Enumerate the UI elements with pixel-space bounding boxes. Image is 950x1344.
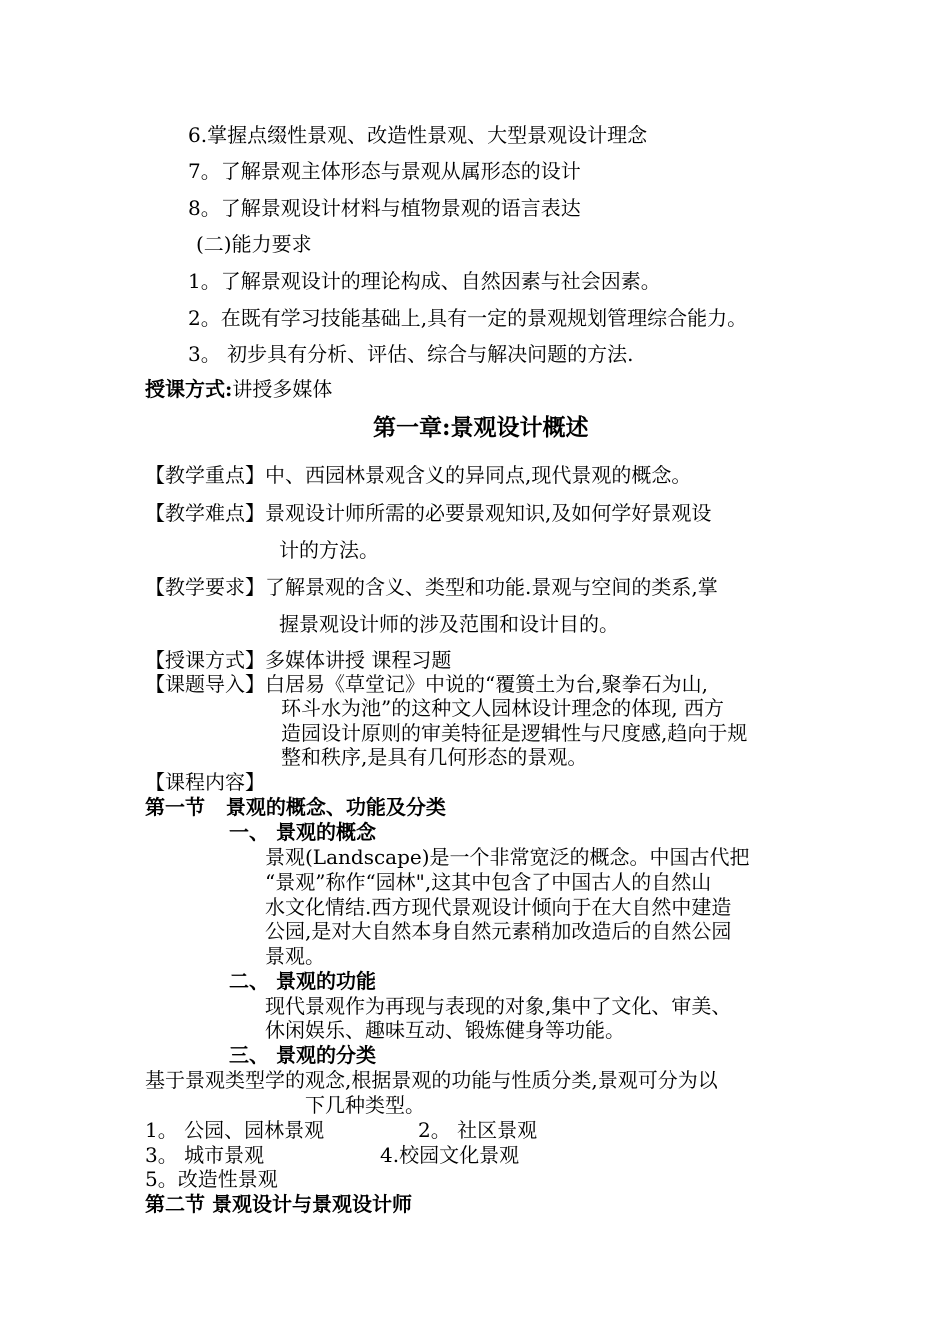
function-line-2: 休闲娱乐、趣味互动、锻炼健身等功能。 [265,1018,625,1042]
intro-text-line-1: 白居易《草堂记》中说的“覆篑土为台,聚拳石为山, [265,672,708,696]
requirement [145,576,718,599]
objective-item-6: 6.掌握点缀性景观、改造性景观、大型景观设计理念 [188,123,648,147]
subsection-concept-title: 一、 景观的概念 [229,820,376,844]
type-4: 4.校园文化景观 [380,1143,520,1167]
ability-heading: (二)能力要求 [196,232,312,256]
requirement-text-line-2: 握景观设计师的涉及范围和设计目的。 [279,612,619,636]
lecture-method-text: 多媒体讲授 课程习题 [265,648,452,672]
concept-line-3: 水文化情结.西方现代景观设计倾向于在大自然中建造 [265,895,732,919]
difficulty [145,502,711,525]
key-points [145,464,691,487]
objective-item-8: 8。了解景观设计材料与植物景观的语言表达 [188,196,581,220]
key-points-text: 中、西园林景观含义的异同点,现代景观的概念。 [265,463,692,487]
subsection-function-title: 二、 景观的功能 [229,969,376,993]
section-1-title: 第一节 景观的概念、功能及分类 [145,795,446,819]
intro-text-line-3: 造园设计原则的审美特征是逻辑性与尺度感,趋向于规 [281,721,748,745]
ability-item-3: 3。 初步具有分析、评估、综合与解决问题的方法. [188,342,634,366]
intro-label: 【课题导入】 [145,672,265,696]
teaching-method-label: 授课方式: [145,377,233,401]
subsection-classification-title: 三、 景观的分类 [229,1043,376,1067]
difficulty-text-line-2: 计的方法。 [279,538,379,562]
type-5: 5。改造性景观 [145,1167,278,1191]
section-2-title: 第二节 景观设计与景观设计师 [145,1192,412,1216]
concept-line-2: “景观”称作“园林",这其中包含了中国古人的自然山 [265,870,712,894]
difficulty-label: 【教学难点】 [145,501,265,525]
ability-item-2: 2。在既有学习技能基础上,具有一定的景观规划管理综合能力。 [188,306,748,330]
intro-text-line-4: 整和秩序,是具有几何形态的景观。 [281,745,588,769]
intro [145,673,708,696]
intro-text-line-2: 环斗水为池”的这种文人园林设计理念的体现, 西方 [281,696,724,720]
key-points-label: 【教学重点】 [145,463,265,487]
lecture-method-label: 【授课方式】 [145,648,265,672]
lecture-method [145,649,451,672]
concept-line-1: 景观(Landscape)是一个非常宽泛的概念。中国古代把 [265,845,750,869]
requirement-text-line-1: 了解景观的含义、类型和功能.景观与空间的类系,掌 [265,575,718,599]
type-2: 2。 社区景观 [418,1118,538,1142]
concept-line-4: 公园,是对大自然本身自然元素稍加改造后的自然公园 [265,919,732,943]
classification-line-2: 下几种类型。 [305,1093,425,1117]
chapter-title: 第一章:景观设计概述 [373,414,589,441]
ability-item-1: 1。了解景观设计的理论构成、自然因素与社会因素。 [188,269,661,293]
requirement-label: 【教学要求】 [145,575,265,599]
type-1: 1。 公园、园林景观 [145,1118,325,1142]
objective-item-7: 7。了解景观主体形态与景观从属形态的设计 [188,159,581,183]
teaching-method [145,378,332,401]
teaching-method-value: 讲授多媒体 [232,377,333,401]
concept-line-5: 景观。 [265,944,325,968]
course-content-label: 【课程内容】 [145,770,265,794]
type-3: 3。 城市景观 [145,1143,265,1167]
difficulty-text-line-1: 景观设计师所需的必要景观知识,及如何学好景观设 [265,501,712,525]
classification-line-1: 基于景观类型学的观念,根据景观的功能与性质分类,景观可分为以 [145,1068,718,1092]
function-line-1: 现代景观作为再现与表现的对象,集中了文化、审美、 [265,994,732,1018]
